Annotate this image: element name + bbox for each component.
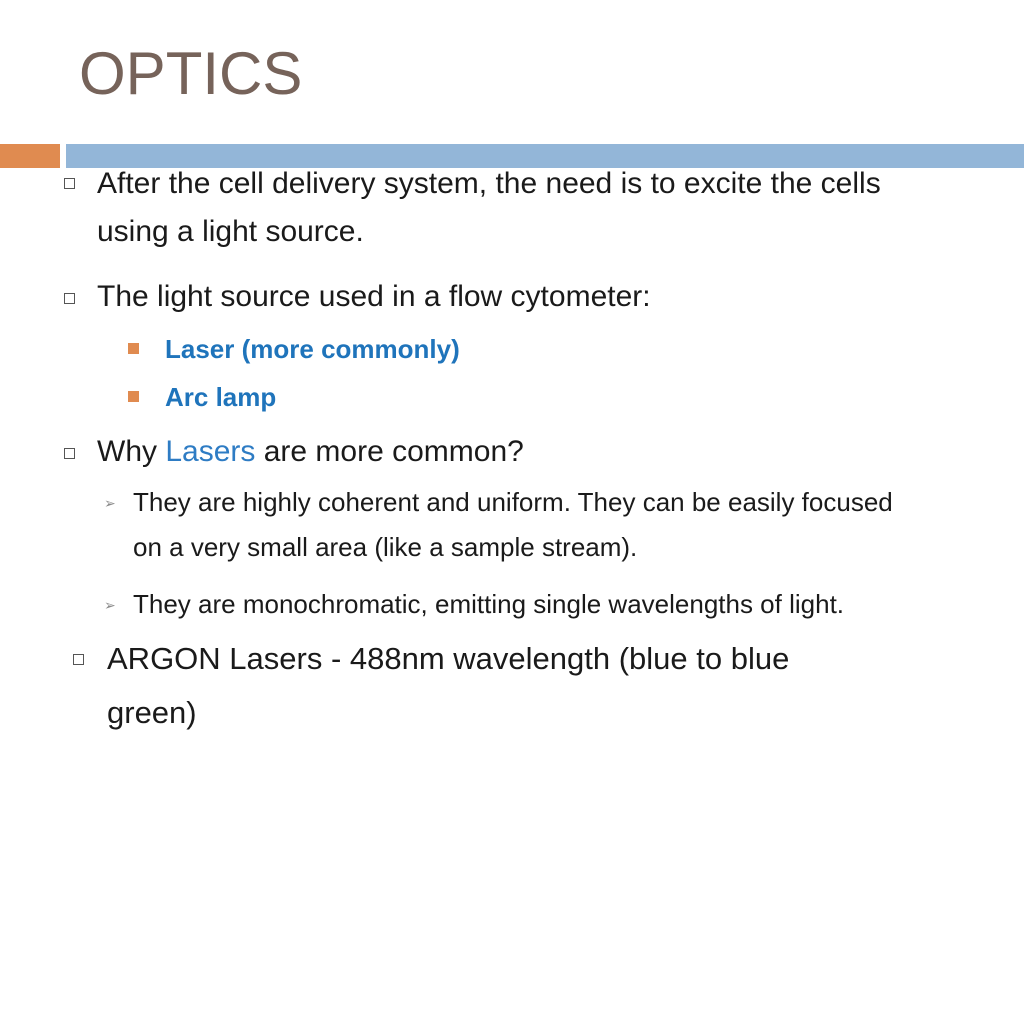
why-lasers-prefix: Why (97, 435, 166, 468)
bullet-argon-lasers: ARGON Lasers - 488nm wavelength (blue to blue green) (107, 641, 790, 730)
point-coherent: They are highly coherent and uniform. They can be easily focused on a very small area (like a sample stream). (133, 487, 893, 562)
filled-square-bullet-icon (128, 343, 139, 354)
bullet-cell-delivery: After the cell delivery system, the need is to excite the cells using a light source. (97, 167, 881, 248)
lasers-highlight: Lasers (165, 435, 256, 468)
hollow-square-bullet-icon (64, 293, 75, 304)
why-lasers-suffix: are more common? (255, 435, 524, 468)
hollow-square-bullet-icon (64, 448, 75, 459)
hollow-square-bullet-icon (64, 178, 75, 189)
subitem-arc-lamp: Arc lamp (165, 382, 277, 412)
arrow-bullet-icon: ➢ (104, 597, 116, 613)
hollow-square-bullet-icon (73, 654, 84, 665)
arrow-bullet-icon: ➢ (104, 495, 116, 511)
slide-title: OPTICS (79, 40, 303, 107)
filled-square-bullet-icon (128, 391, 139, 402)
title-accent-bar-orange (0, 144, 60, 168)
bullet-light-source: The light source used in a flow cytometer: (97, 280, 651, 313)
point-monochromatic: They are monochromatic, emitting single wavelengths of light. (133, 589, 845, 619)
subitem-laser: Laser (more commonly) (165, 334, 460, 364)
bullet-why-lasers (97, 428, 524, 476)
